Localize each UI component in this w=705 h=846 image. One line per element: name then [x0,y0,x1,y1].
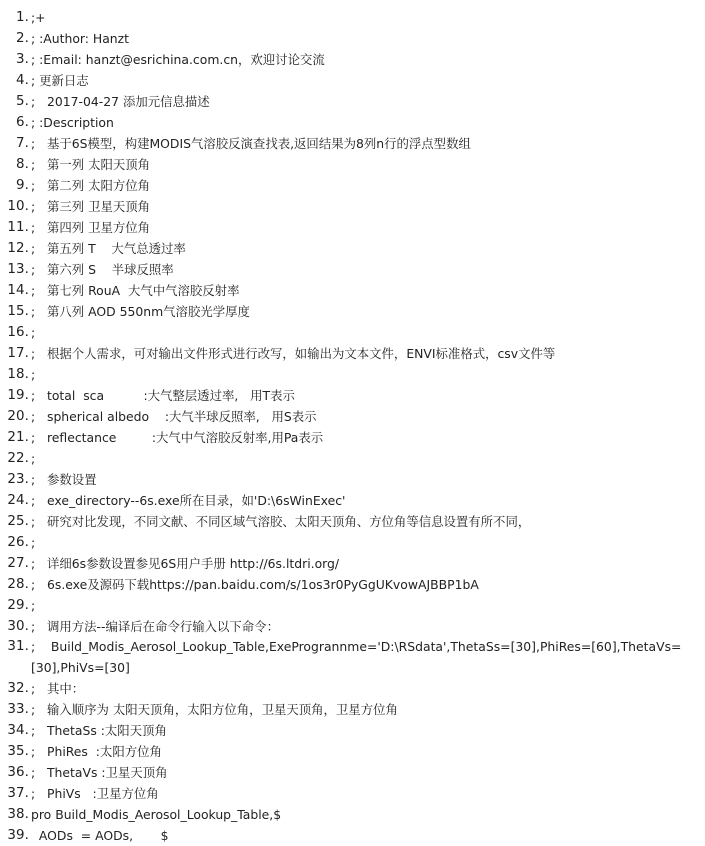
line-text: ;+ [31,10,46,25]
line-text: ; [31,598,36,613]
code-line-2 [0,28,705,49]
line-text: ; :Description [31,115,114,130]
code-line-12 [0,238,705,259]
line-number: 25. [7,514,29,529]
line-text: ; 参数设置 [31,472,97,487]
code-line-39 [0,825,705,846]
code-line-25 [0,511,705,532]
line-number: 18. [7,367,29,382]
line-text: ; 研究对比发现，不同文献、不同区域气溶胶、太阳天顶角、方位角等信息设置有所不同， [31,514,531,529]
line-number: 16. [7,325,29,340]
line-text: ; :Email: hanzt@esrichina.com.cn，欢迎讨论交流 [31,52,325,67]
code-line-6 [0,112,705,133]
code-line-3 [0,49,705,70]
line-text: ; 调用方法--编译后在命令行输入以下命令： [31,619,279,634]
code-line-28 [0,574,705,595]
line-number: 11. [7,220,29,235]
line-text: ; exe_directory--6s.exe所在目录，如'D:\6sWinExec' [31,493,346,508]
code-line-23 [0,469,705,490]
line-number: 37. [7,786,29,801]
line-number: 36. [7,765,29,780]
code-line-9 [0,175,705,196]
code-line-10 [0,196,705,217]
line-number: 21. [7,430,29,445]
line-text: ; 第三列 卫星天顶角 [31,199,151,214]
line-text: pro Build_Modis_Aerosol_Lookup_Table,$ [31,807,282,822]
line-text: ; 6s.exe及源码下载https://pan.baidu.com/s/1os3r0PyGgUKvowAJBBP1bA [31,577,479,592]
code-line-8 [0,154,705,175]
line-number: 26. [7,535,29,550]
line-number: 20. [7,409,29,424]
code-line-11 [0,217,705,238]
line-number: 38. [7,807,29,822]
code-line-19 [0,385,705,406]
line-number: 6. [16,115,29,130]
line-number: 7. [16,136,29,151]
line-text: ; 第五列 T 大气总透过率 [31,241,186,256]
line-number: 39. [7,828,29,843]
line-number: 24. [7,493,29,508]
line-number: 12. [7,241,29,256]
line-number: 5. [16,94,29,109]
code-line-29 [0,595,705,616]
code-line-35 [0,741,705,762]
line-text: ; [31,325,36,340]
line-text: ; 第八列 AOD 550nm气溶胶光学厚度 [31,304,250,319]
code-line-5 [0,91,705,112]
code-line-16 [0,322,705,343]
line-text: ; Build_Modis_Aerosol_Lookup_Table,ExeProgrannme='D:\RSdata',ThetaSs=[30],PhiRes=[60],ThetaVs=[30],PhiVs=[30] [31,639,682,675]
line-text: ; 更新日志 [31,73,89,88]
code-line-18 [0,364,705,385]
line-number: 13. [7,262,29,277]
code-line-15 [0,301,705,322]
code-line-24 [0,490,705,511]
code-line-20 [0,406,705,427]
code-line-1 [0,7,705,28]
code-line-4 [0,70,705,91]
line-number: 33. [7,702,29,717]
line-text: ; 第七列 RouA 大气中气溶胶反射率 [31,283,240,298]
line-text: ; [31,451,36,466]
line-text: ; 第六列 S 半球反照率 [31,262,174,277]
line-text: ; 第一列 太阳天顶角 [31,157,151,172]
line-text: ; 详细6s参数设置参见6S用户手册 http://6s.ltdri.org/ [31,556,340,571]
line-text: ; 输入顺序为 太阳天顶角，太阳方位角，卫星天顶角，卫星方位角 [31,702,398,717]
line-number: 35. [7,744,29,759]
line-number: 34. [7,723,29,738]
line-number: 27. [7,556,29,571]
line-text: ; 根据个人需求，可对输出文件形式进行改写，如输出为文本文件，ENVI标准格式，csv文件等 [31,346,556,361]
code-line-36 [0,762,705,783]
line-number: 3. [16,52,29,67]
code-line-26 [0,532,705,553]
code-line-32 [0,678,705,699]
line-number: 19. [7,388,29,403]
line-number: 28. [7,577,29,592]
code-line-7 [0,133,705,154]
code-line-33 [0,699,705,720]
line-text: ; spherical albedo :大气半球反照率, 用S表示 [31,409,317,424]
line-number: 17. [7,346,29,361]
line-number: 10. [7,199,29,214]
line-number: 15. [7,304,29,319]
line-text: ; ThetaVs :卫星天顶角 [31,765,168,780]
line-number: 14. [7,283,29,298]
line-text: AODs = AODs, $ [31,828,169,843]
line-text: ; 第二列 太阳方位角 [31,178,151,193]
code-line-37 [0,783,705,804]
line-text: ; 基于6S模型，构建MODIS气溶胶反演查找表,返回结果为8列n行的浮点型数组 [31,136,471,151]
line-number: 29. [7,598,29,613]
line-text: ; ThetaSs :太阳天顶角 [31,723,167,738]
line-number: 4. [16,73,29,88]
code-line-31 [0,637,705,678]
code-line-14 [0,280,705,301]
line-number: 22. [7,451,29,466]
line-number: 9. [16,178,29,193]
line-text: ; 其中： [31,681,85,696]
code-line-21 [0,427,705,448]
line-text: ; total sca :大气整层透过率, 用T表示 [31,388,295,403]
line-number: 8. [16,157,29,172]
line-text: ; reflectance :大气中气溶胶反射率,用Pa表示 [31,430,324,445]
line-text: ; PhiRes :太阳方位角 [31,744,162,759]
code-line-27 [0,553,705,574]
code-line-17 [0,343,705,364]
line-number: 31. [7,639,29,654]
code-line-38 [0,804,705,825]
line-text: ; [31,367,36,382]
line-text: ; :Author: Hanzt [31,31,130,46]
code-line-30 [0,616,705,637]
line-text: ; 2017-04-27 添加元信息描述 [31,94,210,109]
code-line-13 [0,259,705,280]
line-number: 1. [16,10,29,25]
line-number: 2. [16,31,29,46]
code-line-22 [0,448,705,469]
line-number: 32. [7,681,29,696]
code-line-34 [0,720,705,741]
line-text: ; PhiVs :卫星方位角 [31,786,159,801]
line-number: 23. [7,472,29,487]
line-number: 30. [7,619,29,634]
code-listing [0,7,705,846]
line-text: ; [31,535,36,550]
line-text: ; 第四列 卫星方位角 [31,220,151,235]
